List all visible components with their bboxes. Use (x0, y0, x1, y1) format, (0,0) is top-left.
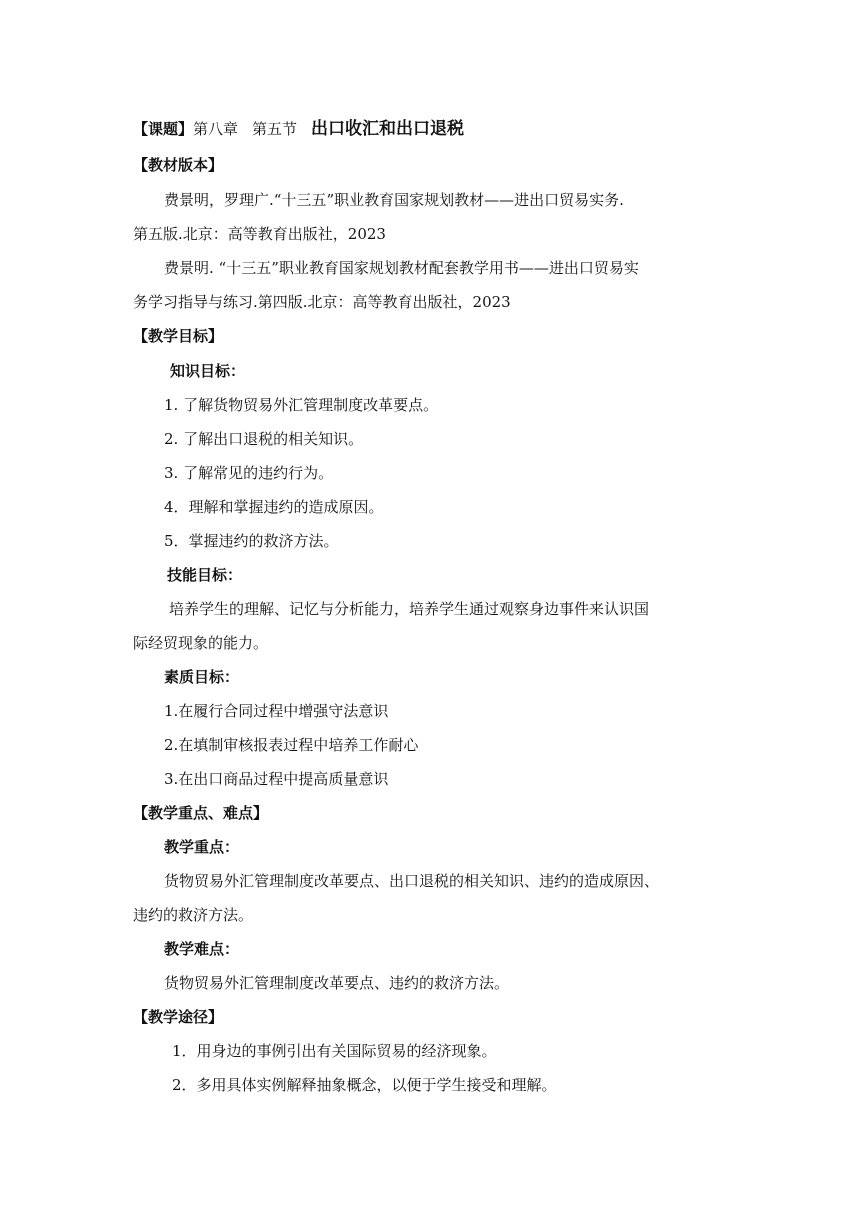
objectives-heading: 【教学目标】 (133, 327, 224, 345)
approach-item: 1．用身边的事例引出有关国际贸易的经济现象。 (172, 1042, 497, 1060)
approach-heading: 【教学途径】 (133, 1008, 224, 1026)
knowledge-item: 4．理解和掌握违约的造成原因。 (164, 498, 384, 516)
textbook-ref1-line1: 费景明，罗理广.“十三五”职业教育国家规划教材——进出口贸易实务. (164, 191, 624, 209)
textbook-ref2-line1: 费景明. “十三五”职业教育国家规划教材配套教学用书——进出口贸易实 (164, 259, 639, 277)
skill-line1: 培养学生的理解、记忆与分析能力，培养学生通过观察身边事件来认识国 (169, 600, 650, 618)
knowledge-item: 3. 了解常见的违约行为。 (164, 464, 334, 482)
focus-line2: 违约的救济方法。 (133, 906, 254, 924)
knowledge-heading: 知识目标： (170, 362, 246, 380)
title-label: 【课题】 (133, 120, 194, 138)
quality-item: 3.在出口商品过程中提高质量意识 (164, 770, 389, 788)
knowledge-item: 1. 了解货物贸易外汇管理制度改革要点。 (164, 396, 439, 414)
focus-heading: 教学重点： (164, 838, 240, 856)
quality-item: 1.在履行合同过程中增强守法意识 (164, 702, 389, 720)
title-chapter: 第八章 (193, 120, 239, 138)
quality-item: 2.在填制审核报表过程中培养工作耐心 (164, 736, 419, 754)
textbook-ref1-line2: 第五版.北京：高等教育出版社，2023 (133, 225, 386, 243)
textbook-heading: 【教材版本】 (133, 156, 224, 174)
textbook-ref2-line2: 务学习指导与练习.第四版.北京：高等教育出版社，2023 (133, 293, 511, 311)
skill-heading: 技能目标： (167, 566, 243, 584)
title-section: 第五节 (252, 120, 298, 138)
quality-heading: 素质目标： (164, 668, 240, 686)
approach-item: 2．多用具体实例解释抽象概念，以便于学生接受和理解。 (172, 1076, 557, 1094)
skill-line2: 际经贸现象的能力。 (133, 634, 269, 652)
knowledge-item: 5．掌握违约的救济方法。 (164, 532, 339, 550)
focus-line1: 货物贸易外汇管理制度改革要点、出口退税的相关知识、违约的造成原因、 (164, 872, 660, 890)
key-points-heading: 【教学重点、难点】 (133, 804, 269, 822)
difficulty-line1: 货物贸易外汇管理制度改革要点、违约的救济方法。 (164, 974, 510, 992)
difficulty-heading: 教学难点： (164, 940, 240, 958)
knowledge-item: 2. 了解出口退税的相关知识。 (164, 430, 364, 448)
lesson-title (133, 119, 464, 139)
title-topic: 出口收汇和出口退税 (311, 119, 465, 139)
